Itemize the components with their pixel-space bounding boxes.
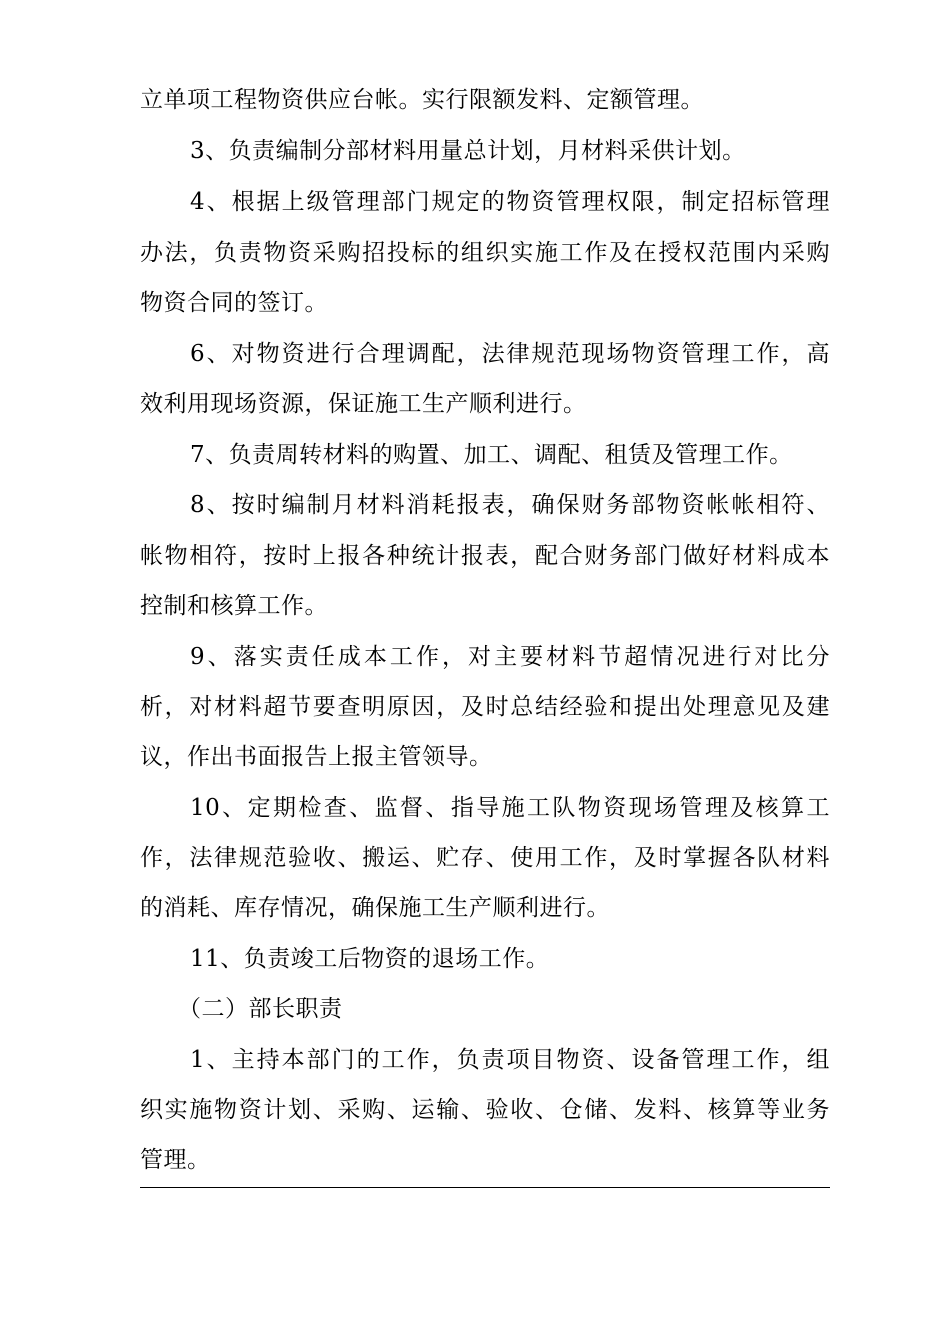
text-line: 管理。 [140,1147,211,1173]
text-line: 10、定期检查、监督、指导施工队物资现场管理及核算工 [190,795,830,821]
section-heading: （二）部长职责 [178,996,343,1022]
text-line: 物资合同的签订。 [140,290,328,316]
text-line: 9、落实责任成本工作，对主要材料节超情况进行对比分 [190,644,830,670]
text-line: 4、根据上级管理部门规定的物资管理权限，制定招标管理 [190,189,830,215]
text-line: 作，法律规范验收、搬运、贮存、使用工作，及时掌握各队材料 [140,845,830,871]
text-line: 7、负责周转材料的购置、加工、调配、租赁及管理工作。 [190,442,793,468]
footer-divider [140,1187,830,1188]
text-line: 办法，负责物资采购招投标的组织实施工作及在授权范围内采购 [140,240,830,266]
text-line: 立单项工程物资供应台帐。实行限额发料、定额管理。 [140,87,704,113]
text-line: 控制和核算工作。 [140,593,328,619]
text-line: 1、主持本部门的工作，负责项目物资、设备管理工作，组 [190,1047,830,1073]
text-line: 议，作出书面报告上报主管领导。 [140,744,493,770]
text-line: 6、对物资进行合理调配，法律规范现场物资管理工作，高 [190,341,830,367]
text-line: 8、按时编制月材料消耗报表，确保财务部物资帐帐相符、 [190,492,830,518]
text-line: 11、负责竣工后物资的退场工作。 [190,946,550,972]
text-line: 3、负责编制分部材料用量总计划，月材料采供计划。 [190,138,746,164]
text-line: 效利用现场资源，保证施工生产顺利进行。 [140,391,587,417]
text-line: 的消耗、库存情况，确保施工生产顺利进行。 [140,895,610,921]
text-line: 析，对材料超节要查明原因，及时总结经验和提出处理意见及建 [140,694,830,720]
text-line: 帐物相符，按时上报各种统计报表，配合财务部门做好材料成本 [140,543,830,569]
text-line: 织实施物资计划、采购、运输、验收、仓储、发料、核算等业务 [140,1097,830,1123]
